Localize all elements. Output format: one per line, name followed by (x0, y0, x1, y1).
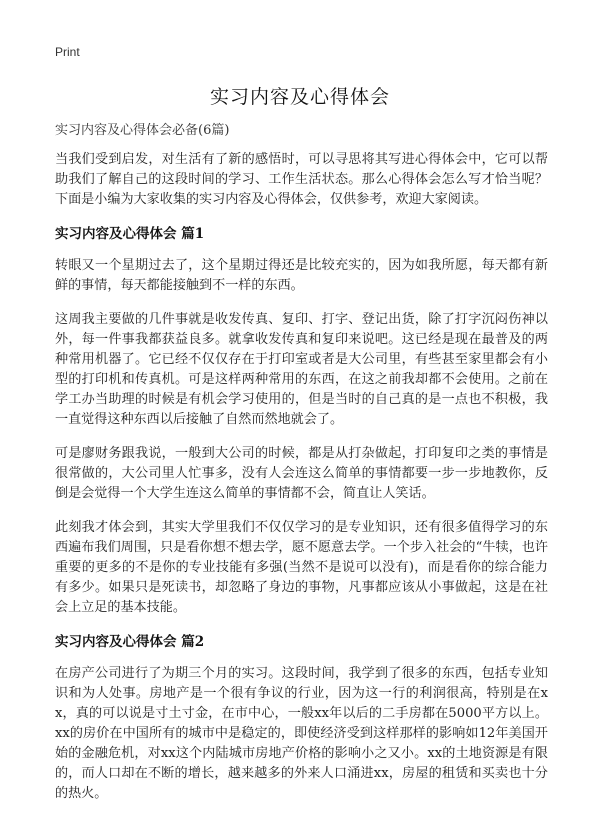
document-subtitle: 实习内容及心得体会必备(6篇) (55, 123, 230, 138)
section-1-paragraph: 这周我主要做的几件事就是收发传真、复印、打字、登记出货，除了打字沉闷伤神以外，每一件事我都获益良多。就拿收发传真和复印来说吧。这已经是现在最普及的两种常用机器了。它已经不仅仅存在于打印室或者是大公司里，有些甚至家里都会有小型的打印机和传真机。可是这样两种常用的东西，在这之前我却都不会使用。之前在学工办当助理的时候是有机会学习使用的，但是当时的自己真的是一点也不积极，我一直觉得这种东西以后接触了自然而然地就会了。 (55, 312, 548, 427)
section-1-paragraph: 此刻我才体会到，其实大学里我们不仅仅学习的是专业知识，还有很多值得学习的东西遍布我们周围，只是看你想不想去学，愿不愿意去学。一个步入社会的“牛犊，也许重要的更多的不是你的专业技能有多强(当然不是说可以没有)，而是看你的综合能力有多少。如果只是死读书，却忽略了身边的事物，凡事都应该从小事做起，这是在社会上立足的基本技能。 (55, 520, 548, 615)
section-2-paragraph: 在房产公司进行了为期三个月的实习。这段时间，我学到了很多的东西，包括专业知识和为人处事。房地产是一个很有争议的行业，因为这一行的利润很高，特别是在xx，真的可以说是寸土寸金，在市中心，一般xx年以后的二手房都在5000平方以上。xx的房价在中国所有的城市中是稳定的，即使经济受到这样那样的影响如12年美国开始的金融危机，对xx这个内陆城市房地产价格的影响小之又小。xx的土地资源是有限的，而人口却在不断的增长，越来越多的外来人口涌进xx，房屋的租赁和买卖也十分的热火。 (55, 666, 548, 801)
page-title: 实习内容及心得体会 (209, 86, 390, 108)
section-1-paragraph: 转眼又一个星期过去了，这个星期过得还是比较充实的，因为如我所愿，每天都有新鲜的事情，每天都能接触到不一样的东西。 (55, 258, 548, 293)
intro-paragraph: 当我们受到启发，对生活有了新的感悟时，可以寻思将其写进心得体会中，它可以帮助我们了解自己的这段时间的学习、工作生活状态。那么心得体会怎么写才恰当呢？下面是小编为大家收集的实习内容及心得体会，仅供参考，欢迎大家阅读。 (55, 152, 548, 207)
section-heading-1: 实习内容及心得体会 篇1 (55, 226, 205, 242)
document-body (55, 150, 548, 818)
section-1-paragraph: 可是廖财务跟我说，一般到大公司的时候，都是从打杂做起，打印复印之类的事情是很常做的，大公司里人忙事多，没有人会连这么简单的事情都要一步一步地教你，反倒是会觉得一个大学生连这么简单的事情都不会，简直让人笑话。 (55, 446, 548, 501)
print-link[interactable]: Print (55, 45, 80, 59)
section-heading-2: 实习内容及心得体会 篇2 (55, 634, 205, 650)
